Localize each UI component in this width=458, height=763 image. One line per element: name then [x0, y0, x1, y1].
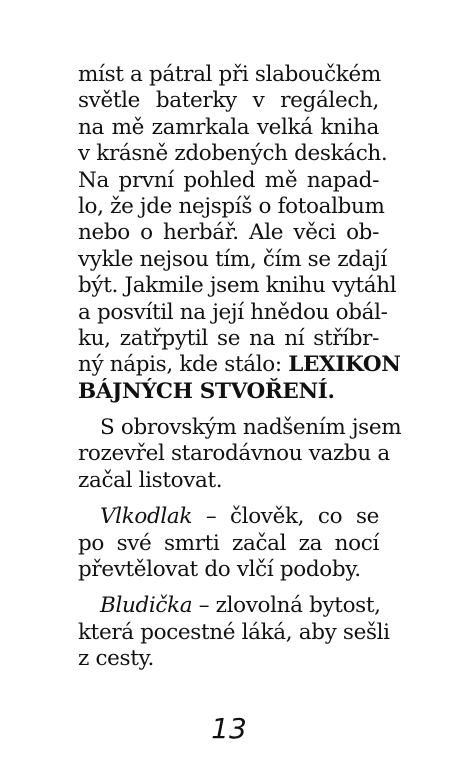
paragraph-entry-bludicka	[78, 593, 390, 672]
paragraph-entry-vlkodlak	[78, 504, 379, 583]
text-line	[78, 352, 401, 378]
text-line: světle baterky v regálech,	[78, 88, 379, 114]
text-line: nebo o herbář. Ale věci ob-	[78, 220, 379, 246]
text-line: v krásně zdobených deskách.	[78, 141, 388, 167]
text-segment: ný nápis, kde stálo:	[78, 352, 282, 378]
book-title-bold-line: BÁJNÝCH STVOŘENÍ.	[78, 378, 335, 404]
text-line: být. Jakmile jsem knihu vytáhl	[78, 273, 397, 299]
paragraph-opening	[78, 415, 402, 494]
text-line: vykle nejsou tím, čím se zdají	[78, 246, 387, 272]
book-title-bold: LEXIKON	[288, 352, 401, 378]
book-page-text	[78, 62, 402, 673]
entry-definition: – zlovolná bytost,	[192, 593, 381, 619]
entry-term: Bludička	[100, 593, 193, 619]
text-line: začal listovat.	[78, 467, 223, 493]
text-line	[78, 504, 379, 530]
text-line: převtělovat do vlčí podoby.	[78, 557, 361, 583]
text-line: lo, že jde nejspíš o fotoalbum	[78, 193, 385, 219]
text-line: po své smrti začal za nocí	[78, 530, 379, 556]
text-line: která pocestné láká, aby sešli	[78, 619, 390, 645]
text-line: rozevřel starodávnou vazbu a	[78, 441, 390, 467]
text-line: míst a pátral při slaboučkém	[78, 62, 381, 87]
entry-term: Vlkodlak	[100, 504, 193, 530]
page-number: 13	[211, 712, 247, 745]
text-line: z cesty.	[78, 646, 154, 672]
entry-definition: – člověk, co se	[192, 504, 379, 530]
text-line: Na první pohled mě napad-	[78, 167, 379, 193]
text-line: a posvítil na její hnědou obál-	[78, 299, 388, 325]
text-line: S obrovským nadšením jsem	[100, 415, 402, 441]
text-line	[78, 593, 379, 619]
paragraph-intro	[78, 62, 401, 405]
text-line: na mě zamrkala velká kniha	[78, 114, 379, 140]
text-line: ku, zatřpytil se na ní stříbr-	[78, 325, 379, 351]
